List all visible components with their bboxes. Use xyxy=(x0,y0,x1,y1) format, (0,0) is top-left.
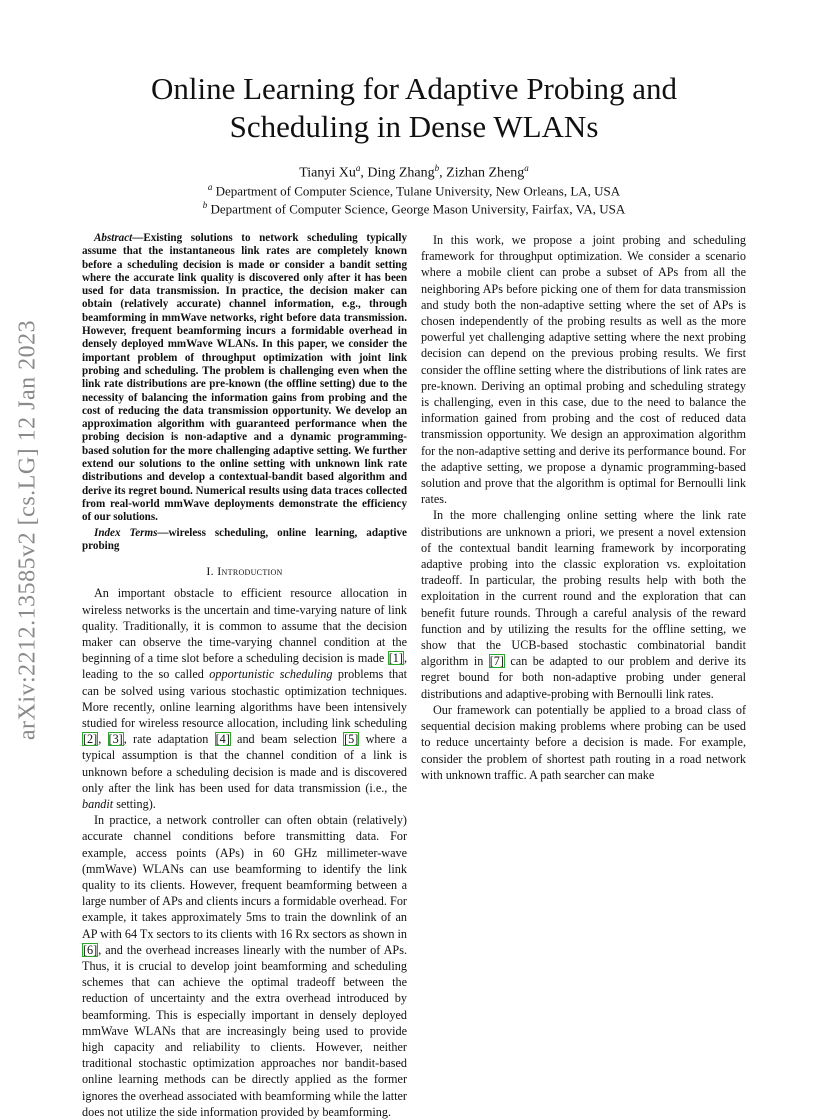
paragraph xyxy=(421,702,746,783)
citation-link[interactable]: [3] xyxy=(108,732,123,747)
text-run: setting). xyxy=(113,796,156,811)
title-line-1: Online Learning for Adaptive Probing and xyxy=(150,71,678,106)
text-run: and beam selection xyxy=(230,732,344,747)
text-run: problems that can be solved using various stochastic optimization techniques. More recently, online learning algorithms have been intensively studied for wireless resource allocation, including link scheduling xyxy=(82,667,407,730)
paragraph xyxy=(82,585,407,812)
text-run: In practice, a network controller can often obtain (relatively) accurate channel conditions before transmitting data. For example, access points (APs) in 60 GHz millimeter-wave (mmWave) WLANs can use beamforming to identify the link quality to its clients. However, frequent beamforming between a large number of APs and clients incurs a formidable overhead. For example, it takes approximately 5ms to train the downlink of an AP with 64 Tx sectors to its clients with 16 Rx sectors as shown in xyxy=(82,813,407,941)
abstract-text: —Existing solutions to network scheduling typically assume that the instantaneous link rates are completely known before a scheduling decision is made or consider a bandit setting where the accurate link quality is discovered only after it has been used for data transmission. In practice, the decision maker can obtain (relatively accurate) channel information, e.g., through beamforming in mmWave networks, right before data transmission. However, frequent beamforming incurs a formidable overhead in densely deployed mmWave WLANs. In this paper, we consider the important problem of throughput optimization with joint link probing and scheduling. The problem is challenging even when the link rate distributions are pre-known (the offline setting) due to the necessity of balancing the information gains from probing and the cost of reducing the data transmission opportunity. We develop an approximation algorithm with guaranteed performance when the probing decision is non-adaptive and a dynamic programming-based solution for the more challenging adaptive setting. We further extend our solutions to the online setting with unknown link rate distributions and develop a contextual-bandit based algorithm and derive its regret bound. Numerical results using data traces collected from real-world mmWave deployments demonstrate the efficiency of our solutions. xyxy=(82,232,407,524)
citation-link[interactable]: [4] xyxy=(215,732,230,747)
author: Ding Zhang xyxy=(367,165,435,181)
emphasis-text: bandit xyxy=(82,796,114,811)
arxiv-identifier: arXiv:2212.13585v2 [cs.LG] 12 Jan 2023 xyxy=(14,319,41,741)
affiliation: $^b$ Department of Computer Science, George Mason University, Fairfax, VA, USA xyxy=(202,200,626,217)
text-run: , rate adaptation xyxy=(123,732,215,747)
text-run: An important obstacle to efficient resource allocation in wireless networks is the uncertain and time-varying nature of link quality. Traditionally, it is common to assume that the decision maker can observe the time-varying channel condition at the beginning of a time slot before a scheduling decision is made xyxy=(82,586,407,666)
left-column xyxy=(82,232,407,1120)
paragraph xyxy=(421,232,746,507)
citation-link[interactable]: [7] xyxy=(489,654,504,669)
affiliation-mark: b xyxy=(202,200,208,210)
text-run: In this work, we propose a joint probing and scheduling framework for throughput optimization. We consider a scenario where a mobile client can probe a subset of APs from all the neighboring APs before picking one of them for data transmission and study both the non-adaptive setting where the set of APs is chosen independently of the probing results as well as the more powerful yet challenging adaptive setting where the next probing decision can depend on the previous probing results. We first consider the offline setting where the distributions of link rates are pre-known. Deriving an optimal probing and scheduling strategy is challenging, even in this case, due to the need to balance the information gained from probing and the cost of reduced data transmission opportunity. We design an approximation algorithm for the non-adaptive setting and derive its performance bound. For the adaptive setting, we propose a dynamic programming-based solution and prove that the algorithm is optimal for Bernoulli link rates. xyxy=(421,233,746,507)
index-terms xyxy=(82,527,407,554)
author-mark: a xyxy=(355,163,361,173)
paragraph xyxy=(82,812,407,1120)
author: Tianyi Xu xyxy=(299,165,356,181)
text-run: , and the overhead increases linearly with the number of APs. Thus, it is crucial to develop joint beamforming and scheduling schemes that can achieve the optimal tradeoff between the reduction of uncertainty and the extra overhead introduced by beamforming. This is especially important in densely deployed mmWave WLANs that are increasingly being used to provide high capacity and reliability to clients. However, neither traditional stochastic optimization approaches nor bandit-based online learning methods can be directly applied as the former ignores the overhead associated with beamforming while the latter does not utilize the side information provided by beamforming. xyxy=(82,942,407,1119)
citation-link[interactable]: [5] xyxy=(344,732,359,747)
index-terms-text: —wireless scheduling, online learning, adaptive probing xyxy=(82,526,407,552)
paper-title xyxy=(74,70,754,146)
text-run: where a typical assumption is that the channel condition of a link is unknown before a scheduling decision is made and is discovered only after the link has been used for data transmission (i.e., the xyxy=(82,732,407,795)
citation-link[interactable]: [1] xyxy=(388,651,403,666)
emphasis-text: opportunistic scheduling xyxy=(209,667,333,682)
paragraph xyxy=(421,507,746,701)
text-run: Our framework can potentially be applied to a broad class of sequential decision making problems where probing can be used to reduce uncertainty before a decision is made. For example, consider the problem of shortest path routing in a road network with unknown traffic. A path searcher can make xyxy=(421,702,746,782)
text-run: , xyxy=(98,732,108,747)
author-mark: a xyxy=(524,163,529,173)
affiliation: $^a$ Department of Computer Science, Tulane University, New Orleans, LA, USA xyxy=(207,182,621,199)
abstract xyxy=(82,232,407,525)
title-line-2: Scheduling in Dense WLANs xyxy=(229,109,599,144)
right-column xyxy=(421,232,746,783)
text-run: In the more challenging online setting where the link rate distributions are unknown a priori, we present a novel extension of the contextual bandit learning framework by incorporating adaptive probing into the classic exploration vs. exploitation tradeoff. In particular, the probing results help with both the exploitation in the current round and the exploration that can benefit future rounds. Through a careful analysis of the reward function and by utilizing the results for the offline setting, we show that the UCB-based stochastic combinatorial bandit algorithm in xyxy=(421,508,746,669)
abstract-label: Abstract xyxy=(94,232,133,244)
author-list: Tianyi Xu$^a$, Ding Zhang$^b$, Zizhan Zheng$^a$ xyxy=(299,163,529,181)
text-run: , leading to the so called xyxy=(82,651,407,682)
section-heading: I. Introduction xyxy=(206,564,283,579)
citation-link[interactable]: [2] xyxy=(83,732,98,747)
author-mark: b xyxy=(434,163,440,173)
index-terms-label: Index Terms xyxy=(94,526,158,539)
affiliation-mark: a xyxy=(207,182,213,192)
citation-link[interactable]: [6] xyxy=(83,942,98,957)
text-run: can be adapted to our problem and derive its regret bound for both non-adaptive probing under general distributions and adaptive-probing with Bernoulli link rates. xyxy=(421,654,747,701)
author: Zizhan Zheng xyxy=(446,165,525,181)
